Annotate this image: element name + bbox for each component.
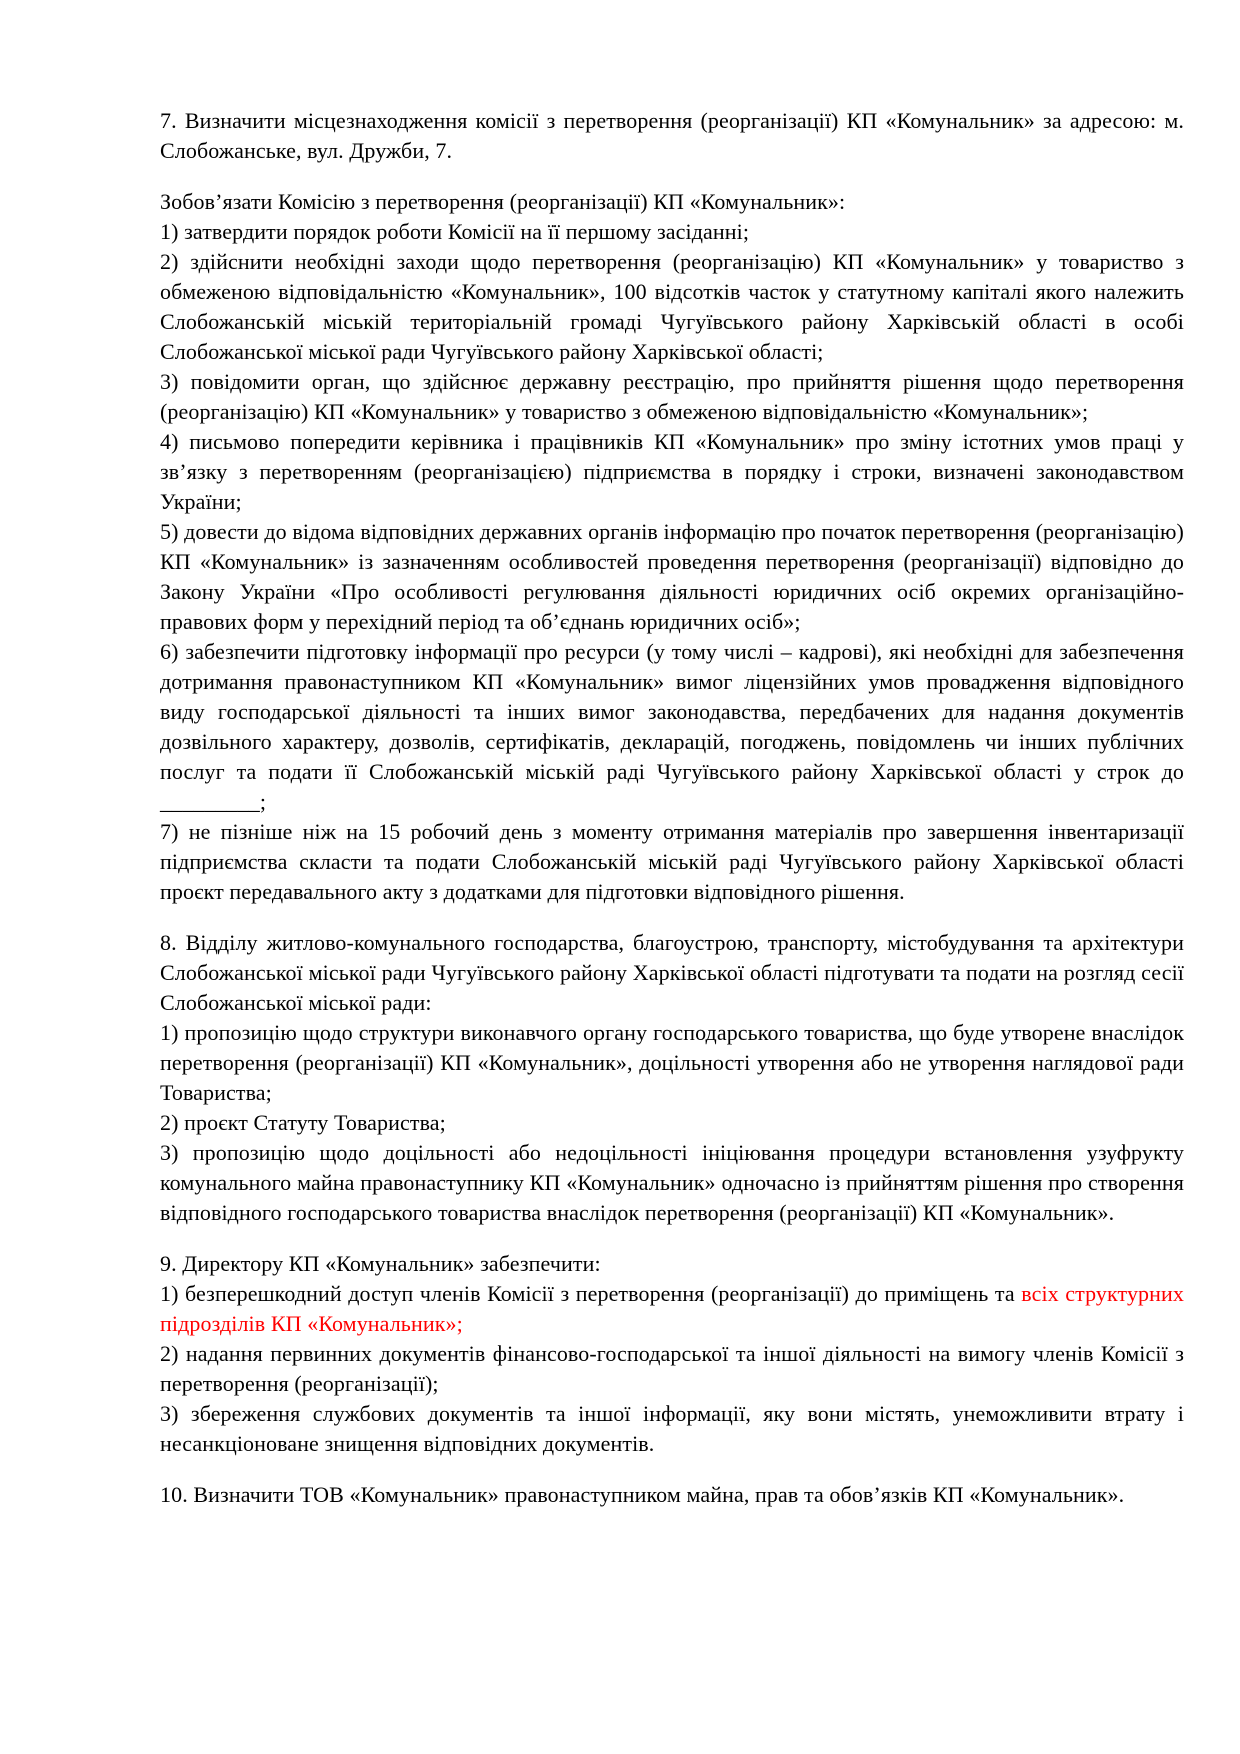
clause-9-intro	[160, 1249, 1184, 1279]
clause-10	[160, 1480, 1184, 1510]
clause-9-item-1	[160, 1279, 1190, 1339]
obligation-item-6	[160, 637, 1190, 817]
clause-9-item-2	[160, 1339, 1190, 1399]
obligation-item-7	[160, 817, 1190, 907]
obligation-item-1	[160, 217, 1184, 247]
text-run: 5) довести до відома відповідних державних органів інформацію про початок перетворення (реорганізацію) КП «Комунальник» із зазначенням особливостей проведення перетворення (реорганізації) відповідно до Закону України «Про особливості регулювання діяльності юридичних осіб окремих організаційно-правових форм у перехідний період та об’єднань юридичних осіб»;	[160, 519, 1190, 634]
document-body	[160, 106, 1190, 1510]
clause-7-text	[160, 106, 1190, 166]
text-run: 1) безперешкодний доступ членів Комісії з перетворення (реорганізації) до приміщень та	[160, 1281, 1022, 1306]
text-run: 1) затвердити порядок роботи Комісії на її першому засіданні;	[160, 219, 750, 244]
text-run: 3) пропозицію щодо доцільності або недоцільності ініціювання процедури встановлення узуфрукту комунального майна правонаступнику КП «Комунальник» одночасно із прийняттям рішення про створення відповідного господарського товариства внаслідок перетворення (реорганізації) КП «Комунальник».	[160, 1140, 1190, 1225]
text-run: 3) збереження службових документів та іншої інформації, яку вони містять, унеможливити втрату і несанкціоноване знищення відповідних документів.	[160, 1401, 1190, 1456]
obligation-item-4	[160, 427, 1190, 517]
text-run: Зобов’язати Комісію з перетворення (реорганізації) КП «Комунальник»:	[160, 189, 846, 214]
clause-obligations	[160, 187, 1190, 907]
clause-8-item-3	[160, 1138, 1190, 1228]
text-run: 6) забезпечити підготовку інформації про ресурси (у тому числі – кадрові), які необхідні для забезпечення дотримання правонаступником КП «Комунальник» вимог ліцензійних умов провадження відповідного виду господарської діяльності та інших вимог законодавства, передбачених для надання документів дозвільного характеру, дозволів, сертифікатів, декларацій, погоджень, повідомлень чи інших публічних послуг та подати її Слобожанській міській раді Чугуївського району Харківської області у строк до _________;	[160, 639, 1190, 814]
obligations-intro	[160, 187, 1184, 217]
text-run: 2) проєкт Статуту Товариства;	[160, 1110, 446, 1135]
text-run: 1) пропозицію щодо структури виконавчого органу господарського товариства, що буде утворене внаслідок перетворення (реорганізації) КП «Комунальник», доцільності утворення або не утворення наглядової ради Товариства;	[160, 1020, 1190, 1105]
clause-9	[160, 1249, 1190, 1459]
obligation-item-3	[160, 367, 1190, 427]
highlighted-red-text: всіх структурних підрозділів КП «Комунальник»;	[160, 1281, 1190, 1336]
obligation-item-5	[160, 517, 1190, 637]
text-run: 10. Визначити ТОВ «Комунальник» правонаступником майна, прав та обов’язків КП «Комунальник».	[160, 1482, 1125, 1507]
clause-9-item-3	[160, 1399, 1190, 1459]
clause-8-item-1	[160, 1018, 1190, 1108]
text-run: 4) письмово попередити керівника і працівників КП «Комунальник» про зміну істотних умов праці у зв’язку з перетворенням (реорганізацією) підприємства в порядку і строки, визначені законодавством України;	[160, 429, 1190, 514]
text-run: 7. Визначити місцезнаходження комісії з перетворення (реорганізації) КП «Комунальник» за адресою: м. Слобожанське, вул. Дружби, 7.	[160, 108, 1190, 163]
clause-10-text	[160, 1480, 1184, 1510]
text-run: 3) повідомити орган, що здійснює державну реєстрацію, про прийняття рішення щодо перетворення (реорганізацію) КП «Комунальник» у товариство з обмеженою відповідальністю «Комунальник»;	[160, 369, 1190, 424]
text-run: 7) не пізніше ніж на 15 робочий день з моменту отримання матеріалів про завершення інвентаризації підприємства скласти та подати Слобожанській міській раді Чугуївського району Харківської області проєкт передавального акту з додатками для підготовки відповідного рішення.	[160, 819, 1190, 904]
text-run: 2) надання первинних документів фінансово-господарської та іншої діяльності на вимогу членів Комісії з перетворення (реорганізації);	[160, 1341, 1190, 1396]
clause-8-intro	[160, 928, 1190, 1018]
clause-8-item-2	[160, 1108, 1184, 1138]
text-run: 8. Відділу житлово-комунального господарства, благоустрою, транспорту, містобудування та архітектури Слобожанської міської ради Чугуївського району Харківської області підготувати та подати на розгляд сесії Слобожанської міської ради:	[160, 930, 1190, 1015]
text-run: 9. Директору КП «Комунальник» забезпечити:	[160, 1251, 601, 1276]
text-run: 2) здійснити необхідні заходи щодо перетворення (реорганізацію) КП «Комунальник» у товариство з обмеженою відповідальністю «Комунальник», 100 відсотків часток у статутному капіталі якого належить Слобожанській міській територіальній громаді Чугуївського району Харківській області в особі Слобожанської міської ради Чугуївського району Харківської області;	[160, 249, 1190, 364]
clause-8	[160, 928, 1190, 1228]
obligation-item-2	[160, 247, 1190, 367]
clause-7	[160, 106, 1190, 166]
